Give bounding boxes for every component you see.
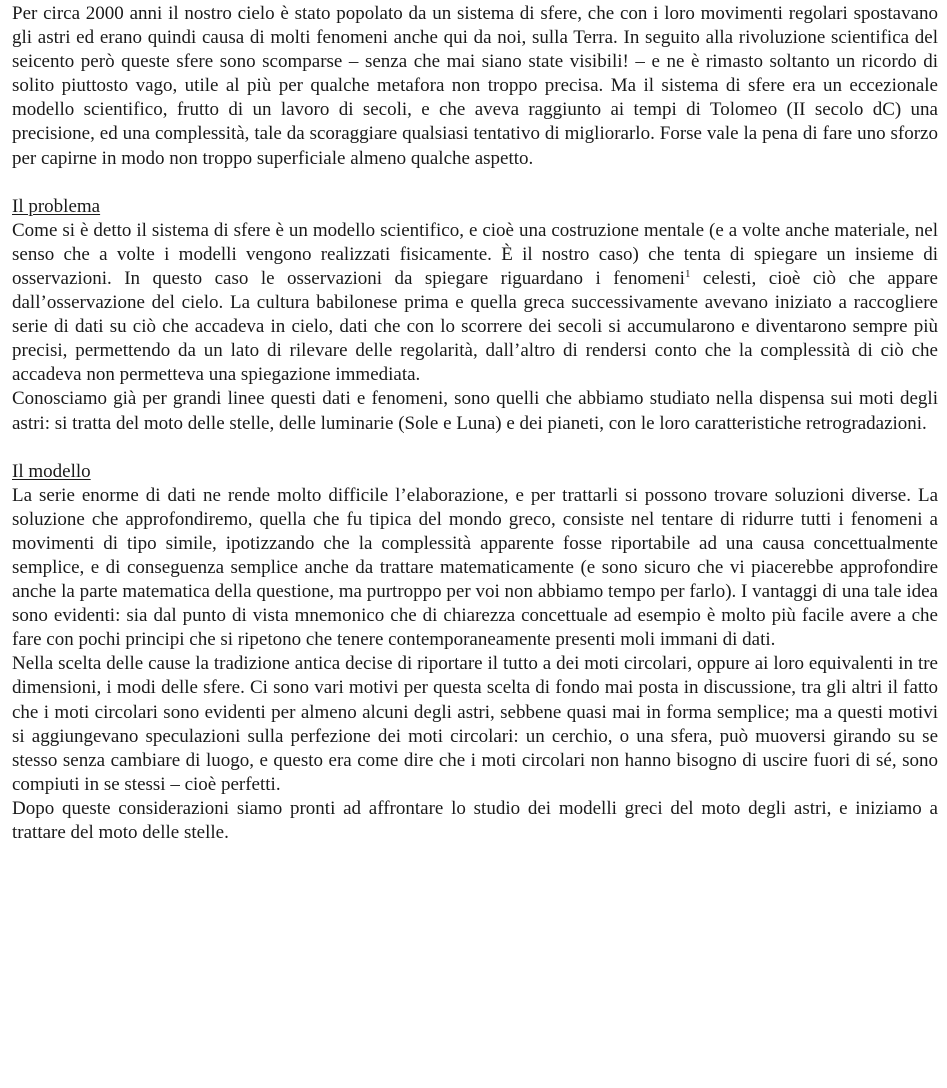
problema-text-end: celesti, cioè ciò che appare dall’osservazione del cielo. La cultura babilonese prima e quella greca successivamente avevano iniziato a raccogliere serie di dati su ciò che accadeva in cielo, dati che con lo scorrere dei secoli si accumularono e diventarono sempre più precisi, permettendo da un lato di rilevare delle regolarità, dall’altro di rendersi conto che la complessità di ciò che accadeva non permetteva una spiegazione immediata. [12, 267, 938, 386]
section-heading-problema: Il problema [12, 195, 101, 217]
intro-paragraph: Per circa 2000 anni il nostro cielo è stato popolato da un sistema di sfere, che con i loro movimenti regolari spostavano gli astri ed erano quindi causa di molti fenomeni anche qui da noi, sulla Terra. In seguito alla rivoluzione scientifica del seicento però queste sfere sono scomparse – senza che mai siano state visibili! – e ne è rimasto soltanto un ricordo di solito piuttosto vago, utile al più per qualche metafora non troppo precisa. Ma il sistema di sfere era un eccezionale modello scientifico, frutto di un lavoro di secoli, e che aveva raggiunto ai tempi di Tolomeo (II secolo dC) una precisione, ed una complessità, tale da scoraggiare qualsiasi tentativo di migliorarlo. Forse vale la pena di fare uno sforzo per capirne in modo non troppo superficiale almeno qualche aspetto. [12, 3, 938, 169]
section-heading-modello: Il modello [12, 460, 91, 482]
footnote-marker: 1 [684, 267, 691, 280]
modello-paragraph-3: Dopo queste considerazioni siamo pronti ad affrontare lo studio dei modelli greci del moto degli astri, e iniziamo a trattare del moto delle stelle. [12, 797, 938, 843]
problema-text-start: Come si è detto il sistema di sfere è un modello scientifico, e cioè una costruzione mentale (e a volte anche materiale, nel senso che a volte i modelli vengono realizzati fisicamente. È il nostro caso) che tenta di spiegare un insieme di osservazioni. In questo caso le osservazioni da spiegare riguardano i fenomeni [12, 219, 938, 289]
modello-paragraph-2: Nella scelta delle cause la tradizione antica decise di riportare il tutto a dei moti circolari, oppure ai loro equivalenti in tre dimensioni, i modi delle sfere. Ci sono vari motivi per questa scelta di fondo mai posta in discussione, tra gli altri il fatto che i moti circolari sono evidenti per almeno alcuni degli astri, sebbene quasi mai in forma semplice; ma a questi motivi si aggiungevano speculazioni sulla perfezione dei moti circolari: un cerchio, o una sfera, può muoversi girando su se stesso senza cambiare di luogo, e questo era come dire che i moti circolari non hanno bisogno di uscire fuori di sé, sono compiuti in se stessi – cioè perfetti. [12, 653, 938, 795]
modello-paragraph-1: La serie enorme di dati ne rende molto difficile l’elaborazione, e per trattarli si possono trovare soluzioni diverse. La soluzione che approfondiremo, quella che fu tipica del mondo greco, consiste nel tentare di ridurre tutti i fenomeni a movimenti di tipo simile, ipotizzando che la complessità apparente fosse riportabile ad una causa concettualmente semplice, e di conseguenza semplice anche da trattare matematicamente (e sono sicuro che vi piacerebbe approfondire anche la parte matematica della questione, ma purtroppo per voi non abbiamo tempo per farlo). I vantaggi di una tale idea sono evidenti: sia dal punto di vista mnemonico che di chiarezza concettuale ad esempio è molto più facile avere a che fare con pochi principi che si ripetono che tenere contemporaneamente presenti moli immani di dati. [12, 484, 938, 651]
problema-paragraph-1 [12, 219, 938, 388]
problema-paragraph-2: Conosciamo già per grandi linee questi dati e fenomeni, sono quelli che abbiamo studiato nella dispensa sui moti degli astri: si tratta del moto delle stelle, delle luminarie (Sole e Luna) e dei pianeti, con le loro caratteristiche retrogradazioni. [12, 388, 938, 434]
